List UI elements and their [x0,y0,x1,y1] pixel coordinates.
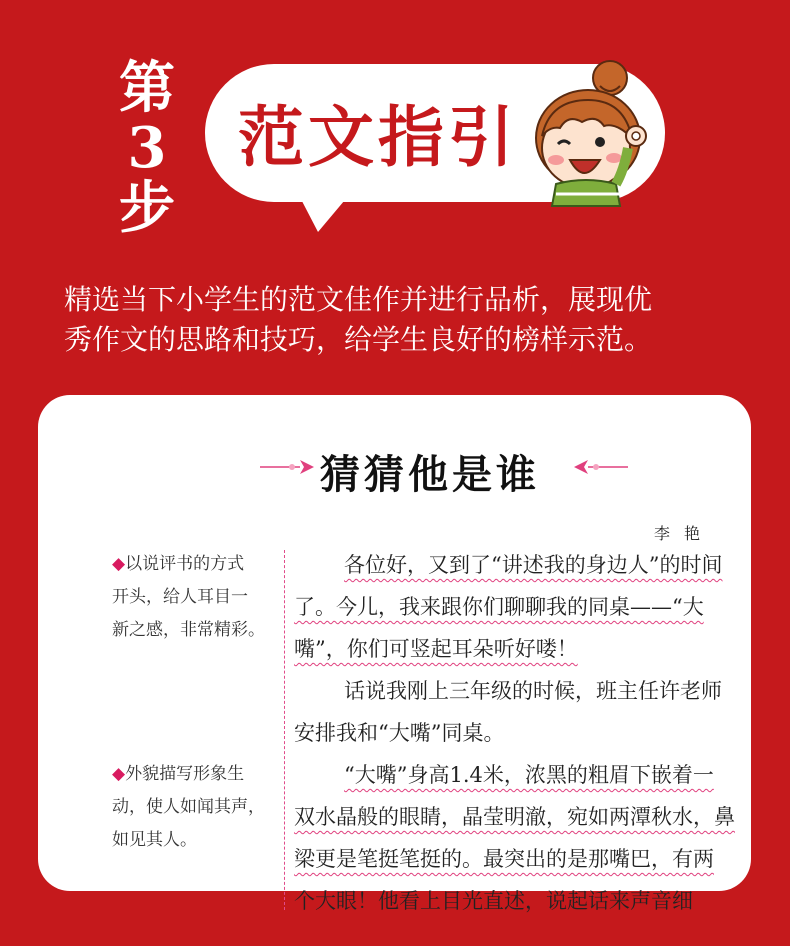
essay-title: 猜猜他是谁 [320,451,540,498]
essay-line: 了。今儿，我来跟你们聊聊我的同桌——“大 [294,595,704,619]
step-char: 第 [119,55,175,121]
note-line: 新之感，非常精彩。 [112,620,265,640]
intro-line: 精选当下小学生的范文佳作并进行品析，展现优 [64,283,653,316]
essay-line: 各位好，又到了“讲述我的身边人”的时间 [344,553,723,577]
essay-line: 梁更是笔挺笔挺的。最突出的是那嘴巴，有两 [294,847,714,871]
diamond-bullet-icon: ◆ [112,554,126,574]
margin-note [112,758,276,857]
note-line: 动，使人如闻其声， [112,797,265,817]
essay-line: 嘴”，你们可竖起耳朵听好喽！ [294,637,578,661]
note-line: 以说评书的方式 [125,554,245,574]
step-char: 步 [119,175,175,241]
intro-text [64,280,744,360]
margin-note [112,548,276,647]
step-char: 3 [127,115,167,181]
note-line: 外貌描写形象生 [125,764,245,784]
essay-line: “大嘴”身高1.4米，浓黑的粗眉下嵌着一 [344,763,714,787]
arrow-ornament-icon [566,457,628,477]
essay-line: 话说我刚上三年级的时候，班主任许老师 [344,679,722,703]
intro-line: 秀作文的思路和技巧，给学生良好的榜样示范。 [64,323,653,356]
essay-line: 双水晶般的眼睛，晶莹明澈，宛如两潭秋水，鼻 [294,805,735,829]
note-line: 开头，给人耳目一 [112,587,248,607]
essay-line: 个大眼！他看上目光直述，说起话来声音细 [294,889,693,913]
diamond-bullet-icon: ◆ [112,764,126,784]
margin-divider [284,550,285,910]
author-name: 李艳 [654,524,715,543]
section-title: 范文指引 [238,98,518,176]
essay-title-row [38,439,751,499]
essay-line: 安排我和“大嘴”同桌。 [294,721,505,745]
cartoon-girl-icon [520,56,660,206]
essay-card [38,395,751,913]
arrow-ornament-icon [260,457,322,477]
note-line: 如见其人。 [112,830,197,850]
